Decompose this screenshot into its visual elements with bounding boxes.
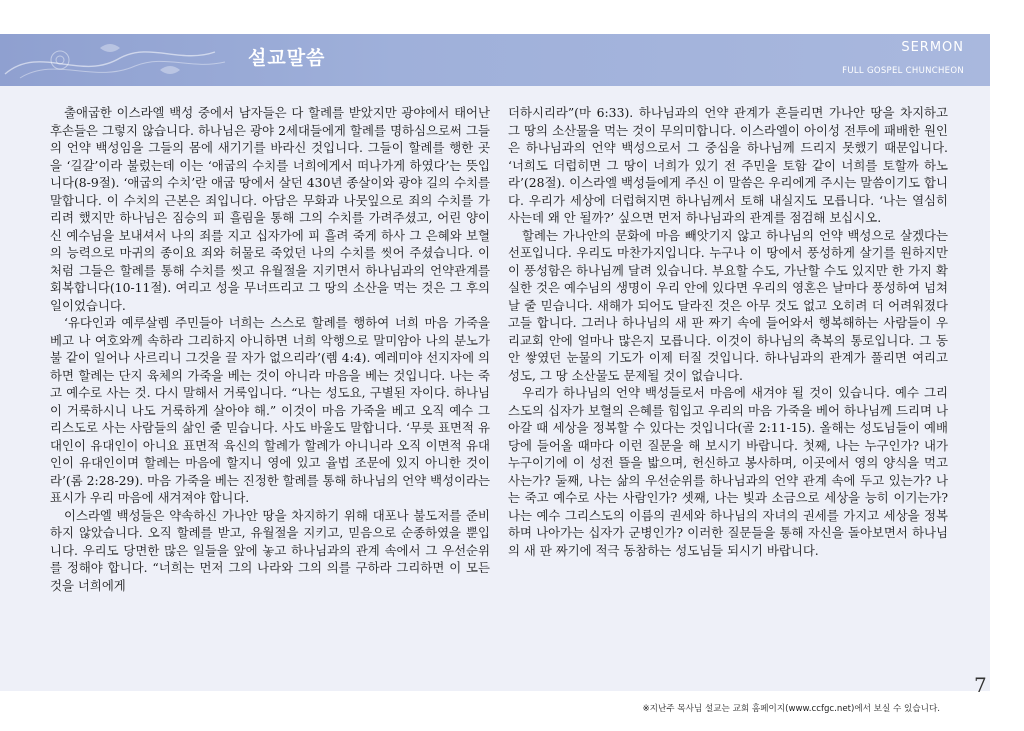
page-number: 7 [974, 673, 987, 697]
section-title-en: SERMON [901, 40, 964, 55]
paragraph: 출애굽한 이스라엘 백성 중에서 남자들은 다 할례를 받았지만 광야에서 태어난 후손들은 그렇지 않습니다. 하나님은 광야 2세대들에게 할례를 명하심으로써 그들의 언약 백성임을 그들의 몸에 새기기를 바라신 것입니다. 그들이 할례를 행한 곳을 ‘길갈’이라 불렀는데 이는 ‘애굽의 수치를 너희에게서 떠나가게 하였다’는 뜻입니다(8-9절). ‘애굽의 수치’란 애굽 땅에서 살던 430년 종살이와 광야 길의 수치를 말합니다. 이 수치의 근본은 죄입니다. 아담은 무화과 나뭇잎으로 죄의 수치를 가리려 했지만 하나님은 짐승의 피 흘림을 통해 그의 수치를 가려주셨고, 어린 양이신 예수님을 보내셔서 나의 죄를 지고 십자가에 피 흘려 죽게 하사 그 은혜와 보혈의 능력으로 마귀의 종이요 죄와 허물로 죽었던 나의 수치를 씻어 주셨습니다. 이처럼 그들은 할례를 통해 수치를 씻고 유월절을 지키면서 하나님과의 언약관계를 회복합니다(10-11절). 여리고 성을 무너뜨리고 그 땅의 소산을 먹는 것은 그 후의 일이었습니다. [50, 105, 490, 313]
church-name: FULL GOSPEL CHUNCHEON [842, 66, 964, 76]
paragraph: 더하시리라”(마 6:33). 하나님과의 언약 관계가 흔들리면 가나안 땅을 차지하고 그 땅의 소산물을 먹는 것이 무의미합니다. 이스라엘이 아이성 전투에 패배한 원인은 하나님과의 언약 백성으로서 그 중심을 하나님께 드리지 못했기 때문입니다. ‘너희도 더럽히면 그 땅이 너희가 있기 전 주민을 토함 같이 너희를 토할까 하노라’(28절). 이스라엘 백성들에게 주신 이 말씀은 우리에게 주시는 말씀이기도 합니다. 우리가 세상에 더럽혀지면 하나님께서 토해 내실지도 모릅니다. ‘나는 열심히 사는데 왜 안 될까?’ 싶으면 먼저 하나님과의 관계를 점검해 보십시오. [508, 105, 948, 225]
paragraph: 우리가 하나님의 언약 백성들로서 마음에 새겨야 될 것이 있습니다. 예수 그리스도의 십자가 보혈의 은혜를 힘입고 우리의 마음 가죽을 베어 하나님께 드리며 나아갈 때 세상을 정복할 수 있다는 것입니다(골 2:11-15). 올해는 성도님들이 예배당에 들어올 때마다 이런 질문을 해 보시기 바랍니다. 첫째, 나는 누구인가? 내가 누구이기에 이 성전 뜰을 밟으며, 헌신하고 봉사하며, 이곳에서 영의 양식을 먹고 사는가? 둘째, 나는 삶의 우선순위를 하나님과의 언약 관계 속에 두고 있는가? 나는 죽고 예수로 사는 사람인가? 셋째, 나는 빛과 소금으로 세상을 능히 이기는가? 나는 예수 그리스도의 이름의 권세와 하나님의 자녀의 권세를 가지고 세상을 정복하며 나아가는 십자가 군병인가? 이러한 질문들을 통해 자신을 돌아보면서 하나님의 새 판 짜기에 적극 동참하는 성도님들 되시기 바랍니다. [508, 385, 948, 558]
ornament-swirl [0, 34, 240, 86]
footnote: ※지난주 목사님 설교는 교회 홈페이지(www.ccfgc.net)에서 보실 수 있습니다. [642, 704, 940, 714]
paragraph: 할례는 가나안의 문화에 마음 빼앗기지 않고 하나님의 언약 백성으로 살겠다는 선포입니다. 우리도 마찬가지입니다. 누구나 이 땅에서 풍성하게 살기를 원하지만 이 풍성함은 하나님께 달려 있습니다. 부요할 수도, 가난할 수도 있지만 한 가지 확실한 것은 예수님의 생명이 우리 안에 있다면 우리의 영혼은 날마다 풍성하여 넘쳐날 줄 믿습니다. 새해가 되어도 달라진 것은 아무 것도 없고 오히려 더 어려워졌다고들 합니다. 그러나 하나님의 새 판 짜기 속에 들어와서 행복해하는 사람들이 우리교회 안에 얼마나 많은지 모릅니다. 이것이 하나님의 축복의 통로입니다. 그 동안 쌓였던 눈물의 기도가 이제 터질 것입니다. 하나님과의 관계가 풀리면 여리고 성도, 그 땅 소산물도 문제될 것이 없습니다. [508, 227, 948, 383]
section-title: 설교말씀 [248, 47, 326, 69]
paragraph: ‘유다인과 예루살렘 주민들아 너희는 스스로 할례를 행하여 너희 마음 가죽을 베고 나 여호와께 속하라 그리하지 아니하면 너희 악행으로 말미암아 나의 분노가 불 같이 일어나 사르리니 그것을 끌 자가 없으리라’(렘 4:4). 예레미야 선지자에 의하면 할례는 단지 육체의 가죽을 베는 것이 아니라 마음을 베는 것입니다. 나는 죽고 예수로 사는 것. 다시 말해서 거룩입니다. “나는 성도요, 구별된 자이다. 하나님이 거룩하시니 나도 거룩하게 살아야 해.” 이것이 마음 가죽을 베고 오직 예수 그리스도로 사는 사람들의 삶인 줄 믿습니다. 사도 바울도 말합니다. ‘무릇 표면적 유대인이 유대인이 아니요 표면적 육신의 할례가 할례가 아니니라 오직 이면적 유대인이 유대인이며 할례는 마음에 할지니 영에 있고 율법 조문에 있지 아니한 것이라’(롬 2:28-29). 마음 가죽을 베는 진정한 할례를 통해 하나님의 언약 백성이라는 표시가 우리 마음에 새겨져야 합니다. [50, 315, 490, 505]
paragraph: 이스라엘 백성들은 약속하신 가나안 땅을 차지하기 위해 대포나 불도저를 준비하지 않았습니다. 오직 할례를 받고, 유월절을 지키고, 믿음으로 순종하였을 뿐입니다. 우리도 당면한 많은 일들을 앞에 놓고 하나님과의 관계 속에서 그 우선순위를 정해야 합니다. “너희는 먼저 그의 나라와 그의 의를 구하라 그리하면 이 모든 것을 너희에게 [50, 507, 490, 593]
left-column [50, 104, 490, 594]
right-column [508, 104, 948, 559]
